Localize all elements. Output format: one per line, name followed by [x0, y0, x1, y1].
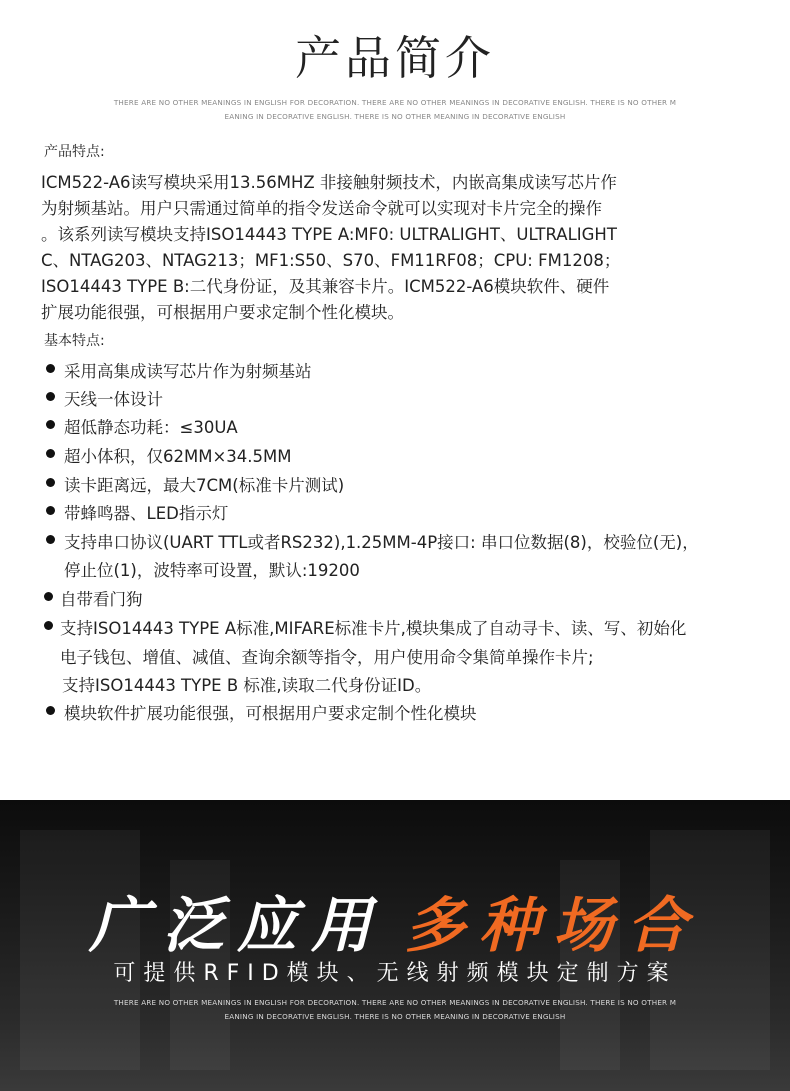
paragraph-line: ICM522-A6读写模块采用13.56MHZ 非接触射频技术，内嵌高集成读写芯片作: [41, 173, 617, 192]
bullet-icon: [46, 506, 55, 515]
application-banner: [0, 800, 790, 1091]
bullet-icon: [44, 621, 53, 630]
bullet-icon: [46, 478, 55, 487]
paragraph-line: 。该系列读写模块支持ISO14443 TYPE A:MF0: ULTRALIGHT、ULTRALIGHT: [41, 225, 617, 244]
page-title: 产品简介: [295, 31, 495, 85]
list-item-continuation: 停止位(1)，波特率可设置，默认:19200: [64, 561, 360, 580]
bullet-icon: [46, 449, 55, 458]
banner-title: [0, 878, 790, 964]
bullet-icon: [46, 420, 55, 429]
bullet-icon: [46, 535, 55, 544]
product-features-label: 产品特点:: [44, 144, 105, 160]
decorative-english-line-1: THERE ARE NO OTHER MEANINGS IN ENGLISH FOR DECORATION. THERE ARE NO OTHER MEANINGS IN DECORATIVE ENGLISH. THERE IS NO OTHER M: [113, 98, 677, 107]
basic-features-label: 基本特点:: [44, 333, 105, 349]
banner-decorative-line-2: EANING IN DECORATIVE ENGLISH. THERE IS NO OTHER MEANING IN DECORATIVE ENGLISH: [224, 1012, 566, 1021]
bullet-icon: [46, 706, 55, 715]
banner-subtitle: 可提供RFID模块、无线射频模块定制方案: [113, 961, 677, 986]
bullet-icon: [44, 592, 53, 601]
paragraph-line: 扩展功能很强，可根据用户要求定制个性化模块。: [41, 303, 404, 322]
paragraph-line: C、NTAG203、NTAG213；MF1:S50、S70、FM11RF08；CPU: FM1208；: [41, 251, 621, 270]
paragraph-line: ISO14443 TYPE B:二代身份证，及其兼容卡片。ICM522-A6模块软件、硬件: [41, 277, 610, 296]
paragraph-line: 为射频基站。用户只需通过简单的指令发送命令就可以实现对卡片完全的操作: [41, 199, 602, 218]
banner-decorative-line-1: THERE ARE NO OTHER MEANINGS IN ENGLISH FOR DECORATION. THERE ARE NO OTHER MEANINGS IN DECORATIVE ENGLISH. THERE IS NO OTHER M: [113, 998, 677, 1007]
product-features-paragraph: [41, 170, 681, 326]
list-item-continuation: 电子钱包、增值、减值、查询余额等指令，用户使用命令集简单操作卡片;: [60, 648, 594, 667]
list-item-continuation: 支持ISO14443 TYPE B 标准,读取二代身份证ID。: [62, 676, 432, 695]
banner-title-orange: 多种场合: [405, 891, 701, 961]
banner-title-white: 广泛应用: [89, 891, 385, 961]
decorative-english-line-2: EANING IN DECORATIVE ENGLISH. THERE IS NO OTHER MEANING IN DECORATIVE ENGLISH: [224, 112, 566, 121]
bullet-icon: [46, 364, 55, 373]
bullet-icon: [46, 392, 55, 401]
